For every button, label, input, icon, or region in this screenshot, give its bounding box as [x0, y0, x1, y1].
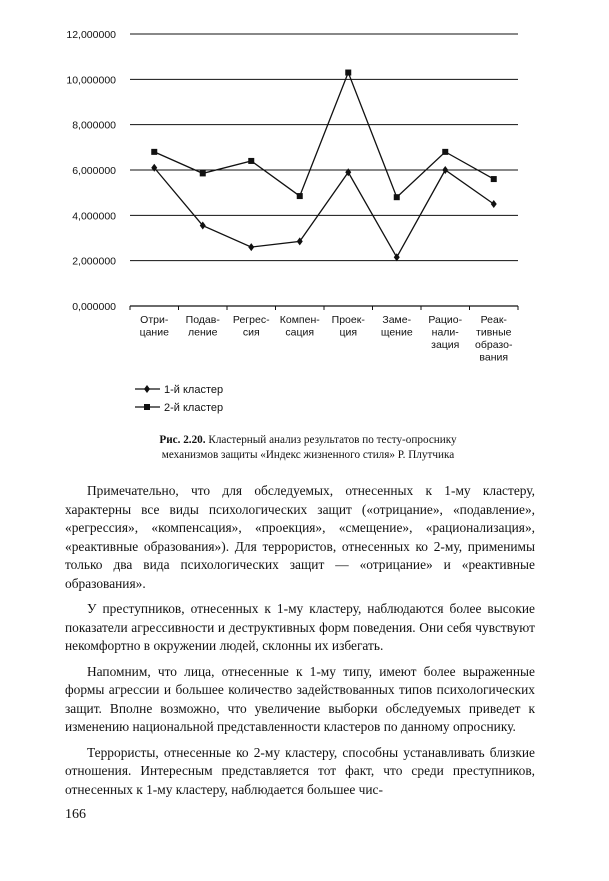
- category-label-line: нали-: [431, 326, 459, 339]
- series-line: [154, 168, 494, 258]
- legend-entry: [135, 402, 223, 414]
- category-label: [280, 314, 320, 339]
- legend-label: 2-й кластер: [164, 402, 224, 414]
- y-tick-label: 0,000000: [72, 301, 116, 313]
- legend-label: 1-й кластер: [164, 384, 224, 396]
- category-label-line: Компен-: [279, 314, 320, 326]
- figure-caption: [118, 433, 498, 463]
- category-label-line: ция: [339, 326, 358, 339]
- paragraph: Примечательно, что для обследуемых, отнесенных к 1-му кластеру, характерны все виды психологических защит («отрицание», «подавление», «регрессия», «компенсация», «проекция», «смещение», «рационализация», «реактивные образования»). Для террористов, отнесенных ко 2-му, применимы только два вида психологических защит — «отрицание» и «реактивные образования».: [65, 483, 535, 591]
- figure-caption-line2: механизмов защиты «Индекс жизненного стиля» Р. Плутчика: [161, 449, 455, 461]
- body-text: [65, 482, 535, 806]
- square-marker: [491, 176, 497, 182]
- category-label: [475, 314, 513, 364]
- square-marker: [248, 158, 254, 164]
- chart-series: [151, 70, 497, 262]
- y-tick-label: 2,000000: [72, 255, 116, 268]
- category-label-line: Рацио-: [428, 314, 463, 326]
- chart-gridlines: [130, 34, 518, 261]
- paragraph: Террористы, отнесенные ко 2-му кластеру, способны устанавливать близкие отношения. Интересным представляется тот факт, что среди преступников, отнесенных к 1-му кластеру, наблюдается большее чис-: [65, 744, 535, 797]
- category-label-line: сия: [242, 326, 260, 339]
- y-tick-label: 12,000000: [66, 29, 116, 41]
- y-tick-label: 10,000000: [66, 74, 116, 87]
- category-label-line: цание: [139, 326, 169, 339]
- chart-legend: [135, 384, 223, 414]
- category-label-line: ление: [188, 326, 218, 339]
- category-label-line: вания: [479, 351, 509, 364]
- category-label: [186, 314, 221, 339]
- square-marker: [144, 404, 150, 410]
- series-line: [154, 73, 494, 198]
- square-marker: [345, 70, 351, 76]
- category-label: [381, 314, 413, 339]
- series: [151, 164, 497, 262]
- square-marker: [200, 170, 206, 176]
- category-label-line: Отри-: [140, 314, 169, 326]
- y-tick-label: 4,000000: [72, 210, 116, 223]
- cluster-line-chart: [0, 0, 609, 430]
- diamond-marker: [491, 200, 497, 208]
- category-label-line: Регрес-: [232, 314, 270, 326]
- x-axis-category-labels: [140, 314, 513, 364]
- category-label-line: зация: [431, 339, 460, 351]
- category-label-line: Подав-: [185, 314, 220, 326]
- category-label-line: Проек-: [331, 314, 365, 326]
- category-label: [332, 314, 366, 339]
- category-label-line: сация: [285, 326, 315, 339]
- category-label: [233, 314, 270, 339]
- page-number: 166: [65, 807, 86, 822]
- category-label: [428, 314, 462, 351]
- paragraph: Напомним, что лица, отнесенные к 1-му типу, имеют более выраженные формы агрессии и большее количество задействованных типов психологических защит. Вполне возможно, что увеличение выборки обследуемых приведет к изменению национальной представленности кластеров по данному опроснику.: [65, 663, 535, 734]
- y-tick-label: 6,000000: [72, 165, 116, 177]
- y-tick-label: 8,000000: [72, 119, 116, 132]
- category-label: [140, 314, 170, 339]
- diamond-marker: [248, 243, 254, 251]
- square-marker: [151, 149, 157, 155]
- figure-caption-line1: Кластерный анализ результатов по тесту-опроснику: [205, 434, 457, 446]
- category-label-line: Заме-: [382, 314, 412, 326]
- square-marker: [442, 149, 448, 155]
- category-label-line: тивные: [476, 326, 512, 339]
- series: [151, 70, 497, 201]
- y-axis-tick-labels: [66, 29, 116, 313]
- category-label-line: образо-: [475, 339, 513, 351]
- category-label-line: Реак-: [480, 314, 507, 326]
- category-label-line: щение: [380, 326, 413, 339]
- square-marker: [297, 193, 303, 199]
- paragraph: У преступников, отнесенных к 1-му кластеру, наблюдаются более высокие показатели агрессивности и деструктивных форм поведения. Они себя чувствуют некомфортно в окружении людей, склонны их избегать.: [65, 601, 535, 653]
- diamond-marker: [144, 385, 150, 393]
- square-marker: [394, 194, 400, 200]
- figure-caption-number: Рис. 2.20.: [159, 434, 206, 446]
- legend-entry: [135, 384, 223, 396]
